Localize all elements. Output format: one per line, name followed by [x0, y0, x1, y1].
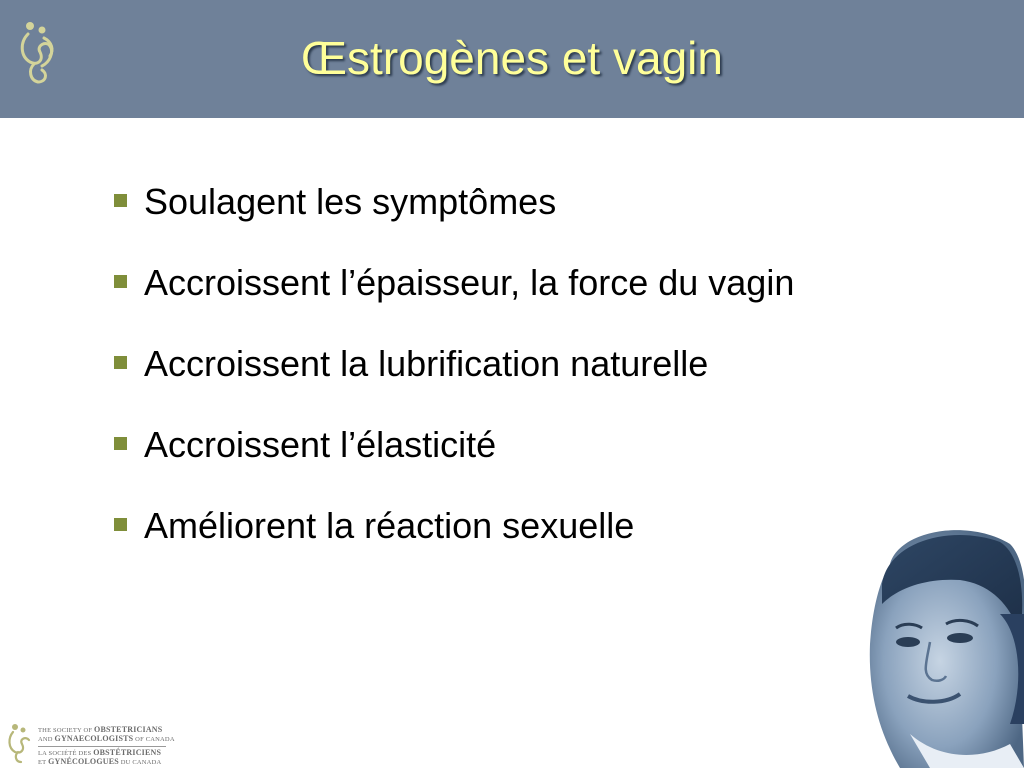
bullet-item: [114, 255, 794, 336]
square-bullet-icon: [114, 356, 127, 369]
bullet-text: Améliorent la réaction sexuelle: [144, 505, 635, 546]
bullet-text: Accroissent la lubrification naturelle: [144, 343, 709, 384]
society-fr-line1: LA SOCIÉTÉ DES OBSTÉTRICIENS: [38, 748, 162, 757]
society-en-line2: AND GYNAECOLOGISTS OF CANADA: [38, 734, 175, 743]
bullet-text: Accroissent l’élasticité: [144, 424, 497, 465]
square-bullet-icon: [114, 194, 127, 207]
society-divider: [38, 746, 166, 747]
sogc-logo-icon: [6, 722, 34, 764]
society-en-line1: THE SOCIETY OF OBSTETRICIANS: [38, 725, 163, 734]
bullet-text: Accroissent l’épaisseur, la force du vagin: [144, 262, 795, 303]
bullet-item: [114, 174, 794, 255]
square-bullet-icon: [114, 275, 127, 288]
bullet-item: [114, 336, 794, 417]
society-name: [38, 726, 175, 767]
slide-title: Œstrogènes et vagin: [301, 32, 723, 84]
bullet-list: [114, 174, 794, 579]
square-bullet-icon: [114, 518, 127, 531]
bullet-item: [114, 498, 794, 579]
bullet-item: [114, 417, 794, 498]
woman-portrait-image: [860, 524, 1024, 768]
society-fr-line2: ET GYNÉCOLOGUES DU CANADA: [38, 757, 162, 766]
square-bullet-icon: [114, 437, 127, 450]
bullet-text: Soulagent les symptômes: [144, 181, 557, 222]
title-bar: [0, 0, 1024, 118]
